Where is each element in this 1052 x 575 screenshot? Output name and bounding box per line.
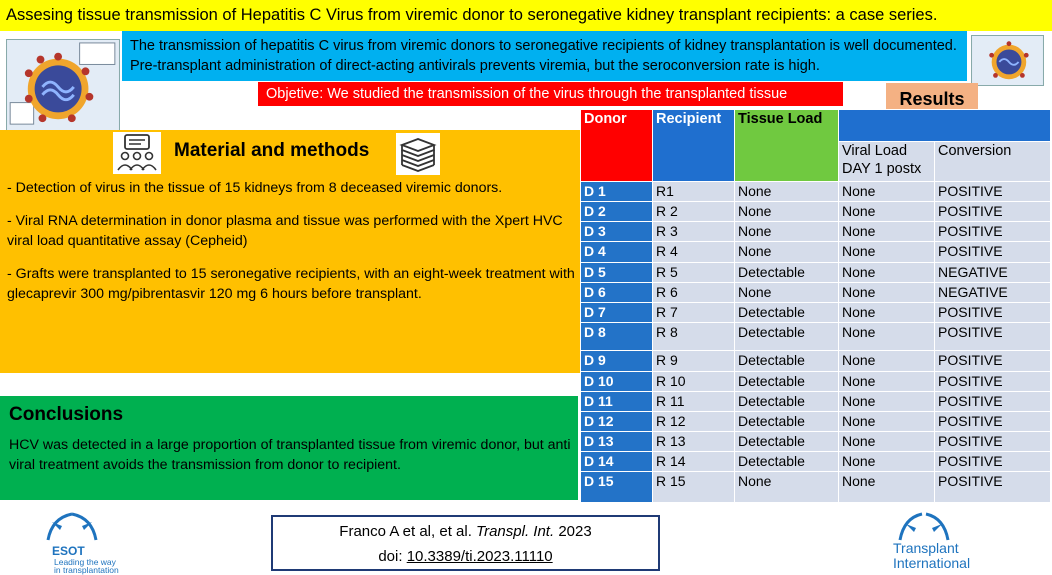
donor-cell: D 4 bbox=[581, 242, 653, 262]
header-donor: Donor bbox=[581, 110, 653, 182]
donor-cell: D 9 bbox=[581, 351, 653, 371]
conversion-cell: POSITIVE bbox=[935, 351, 1051, 371]
methods-title: Material and methods bbox=[174, 140, 370, 161]
conversion-cell: POSITIVE bbox=[935, 242, 1051, 262]
tissue-load-cell: Detectable bbox=[735, 371, 839, 391]
conclusions-title: Conclusions bbox=[9, 404, 124, 425]
citation-journal: Transpl. Int. bbox=[476, 523, 555, 540]
conclusions-section bbox=[0, 396, 578, 500]
viral-load-cell: None bbox=[839, 351, 935, 371]
viral-load-cell: None bbox=[839, 282, 935, 302]
citation-box bbox=[271, 515, 660, 571]
esot-name: ESOT bbox=[52, 544, 85, 558]
tissue-load-cell: None bbox=[735, 242, 839, 262]
viral-load-cell: None bbox=[839, 182, 935, 202]
table-row bbox=[581, 351, 1051, 371]
citation-authors: Franco A et al, et al. bbox=[339, 523, 472, 540]
ti-line-2: International bbox=[893, 555, 971, 571]
conversion-cell: POSITIVE bbox=[935, 411, 1051, 431]
donor-cell: D 11 bbox=[581, 391, 653, 411]
recipient-cell: R 5 bbox=[653, 262, 735, 282]
conversion-cell: POSITIVE bbox=[935, 371, 1051, 391]
transplant-international-logo bbox=[890, 510, 1030, 572]
viral-load-cell: None bbox=[839, 431, 935, 451]
viral-load-cell: None bbox=[839, 242, 935, 262]
doi-prefix: doi: bbox=[378, 548, 403, 565]
table-row bbox=[581, 371, 1051, 391]
recipient-cell: R 8 bbox=[653, 322, 735, 351]
conversion-cell: POSITIVE bbox=[935, 222, 1051, 242]
viral-load-cell: None bbox=[839, 371, 935, 391]
conclusions-text: HCV was detected in a large proportion of transplanted tissue from viremic donor, but anti viral treatment avoids the transmission from donor to recipient. bbox=[9, 437, 571, 473]
meeting-people-icon bbox=[113, 132, 161, 174]
methods-section bbox=[0, 130, 580, 373]
viral-load-cell: None bbox=[839, 391, 935, 411]
conversion-cell: POSITIVE bbox=[935, 391, 1051, 411]
recipient-cell: R 11 bbox=[653, 391, 735, 411]
viral-load-cell: None bbox=[839, 322, 935, 351]
table-row bbox=[581, 222, 1051, 242]
stacked-books-icon bbox=[396, 133, 440, 175]
tissue-load-cell: Detectable bbox=[735, 411, 839, 431]
methods-list bbox=[7, 178, 577, 317]
viral-load-cell: None bbox=[839, 452, 935, 472]
table-row bbox=[581, 431, 1051, 451]
citation-year: 2023 bbox=[558, 523, 592, 540]
donor-cell: D 5 bbox=[581, 262, 653, 282]
donor-cell: D 12 bbox=[581, 411, 653, 431]
methods-item: - Viral RNA determination in donor plasma and tissue was performed with the Xpert HVC viral load quantitative assay (Cepheid) bbox=[7, 213, 563, 249]
donor-cell: D 15 bbox=[581, 472, 653, 503]
header-tissue-load: Tissue Load bbox=[735, 110, 839, 182]
donor-cell: D 6 bbox=[581, 282, 653, 302]
tissue-load-cell: None bbox=[735, 182, 839, 202]
viral-load-cell: None bbox=[839, 202, 935, 222]
viral-load-cell: None bbox=[839, 472, 935, 503]
header-recipient: Recipient bbox=[653, 110, 735, 182]
methods-item: - Detection of virus in the tissue of 15 kidneys from 8 deceased viremic donors. bbox=[7, 180, 503, 196]
recipient-cell: R 14 bbox=[653, 452, 735, 472]
recipient-cell: R 7 bbox=[653, 302, 735, 322]
header-blank-band bbox=[839, 110, 1051, 142]
tissue-load-cell: Detectable bbox=[735, 322, 839, 351]
conversion-cell: POSITIVE bbox=[935, 322, 1051, 351]
conversion-cell: POSITIVE bbox=[935, 182, 1051, 202]
table-row bbox=[581, 282, 1051, 302]
conversion-cell: POSITIVE bbox=[935, 431, 1051, 451]
recipient-cell: R 4 bbox=[653, 242, 735, 262]
esot-tagline-2: in transplantation bbox=[54, 565, 119, 575]
donor-cell: D 2 bbox=[581, 202, 653, 222]
tissue-load-cell: Detectable bbox=[735, 302, 839, 322]
tissue-load-cell: Detectable bbox=[735, 452, 839, 472]
recipient-cell: R 12 bbox=[653, 411, 735, 431]
table-row bbox=[581, 242, 1051, 262]
recipient-cell: R 10 bbox=[653, 371, 735, 391]
esot-logo bbox=[42, 510, 152, 575]
doi-link[interactable]: 10.3389/ti.2023.11110 bbox=[406, 548, 553, 565]
intro-text: The transmission of hepatitis C virus from viremic donors to seronegative recipients of kidney transplantation is well documented. Pre-transplant administration of direct-acting antivirals prevents viremia, but the seroconversion rate is high. bbox=[122, 31, 967, 81]
table-row bbox=[581, 302, 1051, 322]
conversion-cell: POSITIVE bbox=[935, 452, 1051, 472]
tissue-load-cell: None bbox=[735, 202, 839, 222]
conversion-cell: POSITIVE bbox=[935, 472, 1051, 503]
esot-tagline-1: Leading the way bbox=[54, 557, 116, 567]
donor-cell: D 14 bbox=[581, 452, 653, 472]
donor-cell: D 8 bbox=[581, 322, 653, 351]
table-row bbox=[581, 182, 1051, 202]
citation-line bbox=[273, 519, 658, 544]
table-row bbox=[581, 262, 1051, 282]
viral-load-cell: None bbox=[839, 222, 935, 242]
header-conversion: Conversion bbox=[935, 141, 1051, 181]
tissue-load-cell: Detectable bbox=[735, 262, 839, 282]
tissue-load-cell: Detectable bbox=[735, 351, 839, 371]
recipient-cell: R 3 bbox=[653, 222, 735, 242]
hcv-virus-illustration-small bbox=[971, 35, 1044, 86]
conversion-cell: NEGATIVE bbox=[935, 282, 1051, 302]
results-table bbox=[580, 109, 1051, 503]
table-row bbox=[581, 472, 1051, 503]
header-viral-load: Viral Load DAY 1 postx bbox=[839, 141, 935, 181]
methods-item: - Grafts were transplanted to 15 seronegative recipients, with an eight-week treatment with glecaprevir 300 mg/pibrentasvir 120 mg 6 hours before transplant. bbox=[7, 266, 575, 302]
donor-cell: D 10 bbox=[581, 371, 653, 391]
viral-load-cell: None bbox=[839, 262, 935, 282]
tissue-load-cell: None bbox=[735, 222, 839, 242]
table-row bbox=[581, 391, 1051, 411]
conversion-cell: POSITIVE bbox=[935, 302, 1051, 322]
tissue-load-cell: None bbox=[735, 472, 839, 503]
conversion-cell: NEGATIVE bbox=[935, 262, 1051, 282]
tissue-load-cell: None bbox=[735, 282, 839, 302]
ti-line-1: Transplant bbox=[893, 540, 959, 556]
objective-text: Objetive: We studied the transmission of the virus through the transplanted tissue bbox=[258, 82, 843, 106]
viral-load-cell: None bbox=[839, 411, 935, 431]
table-row bbox=[581, 411, 1051, 431]
recipient-cell: R 13 bbox=[653, 431, 735, 451]
recipient-cell: R1 bbox=[653, 182, 735, 202]
viral-load-cell: None bbox=[839, 302, 935, 322]
results-label: Results bbox=[886, 83, 978, 115]
poster-title: Assesing tissue transmission of Hepatitis C Virus from viremic donor to seronegative kidney transplant recipients: a case series. bbox=[0, 0, 1052, 31]
tissue-load-cell: Detectable bbox=[735, 431, 839, 451]
doi-line bbox=[273, 544, 658, 569]
donor-cell: D 7 bbox=[581, 302, 653, 322]
table-row bbox=[581, 322, 1051, 351]
recipient-cell: R 9 bbox=[653, 351, 735, 371]
recipient-cell: R 6 bbox=[653, 282, 735, 302]
tissue-load-cell: Detectable bbox=[735, 391, 839, 411]
conversion-cell: POSITIVE bbox=[935, 202, 1051, 222]
recipient-cell: R 2 bbox=[653, 202, 735, 222]
hcv-virus-illustration bbox=[6, 39, 120, 131]
donor-cell: D 1 bbox=[581, 182, 653, 202]
table-row bbox=[581, 202, 1051, 222]
donor-cell: D 13 bbox=[581, 431, 653, 451]
donor-cell: D 3 bbox=[581, 222, 653, 242]
table-row bbox=[581, 452, 1051, 472]
recipient-cell: R 15 bbox=[653, 472, 735, 503]
